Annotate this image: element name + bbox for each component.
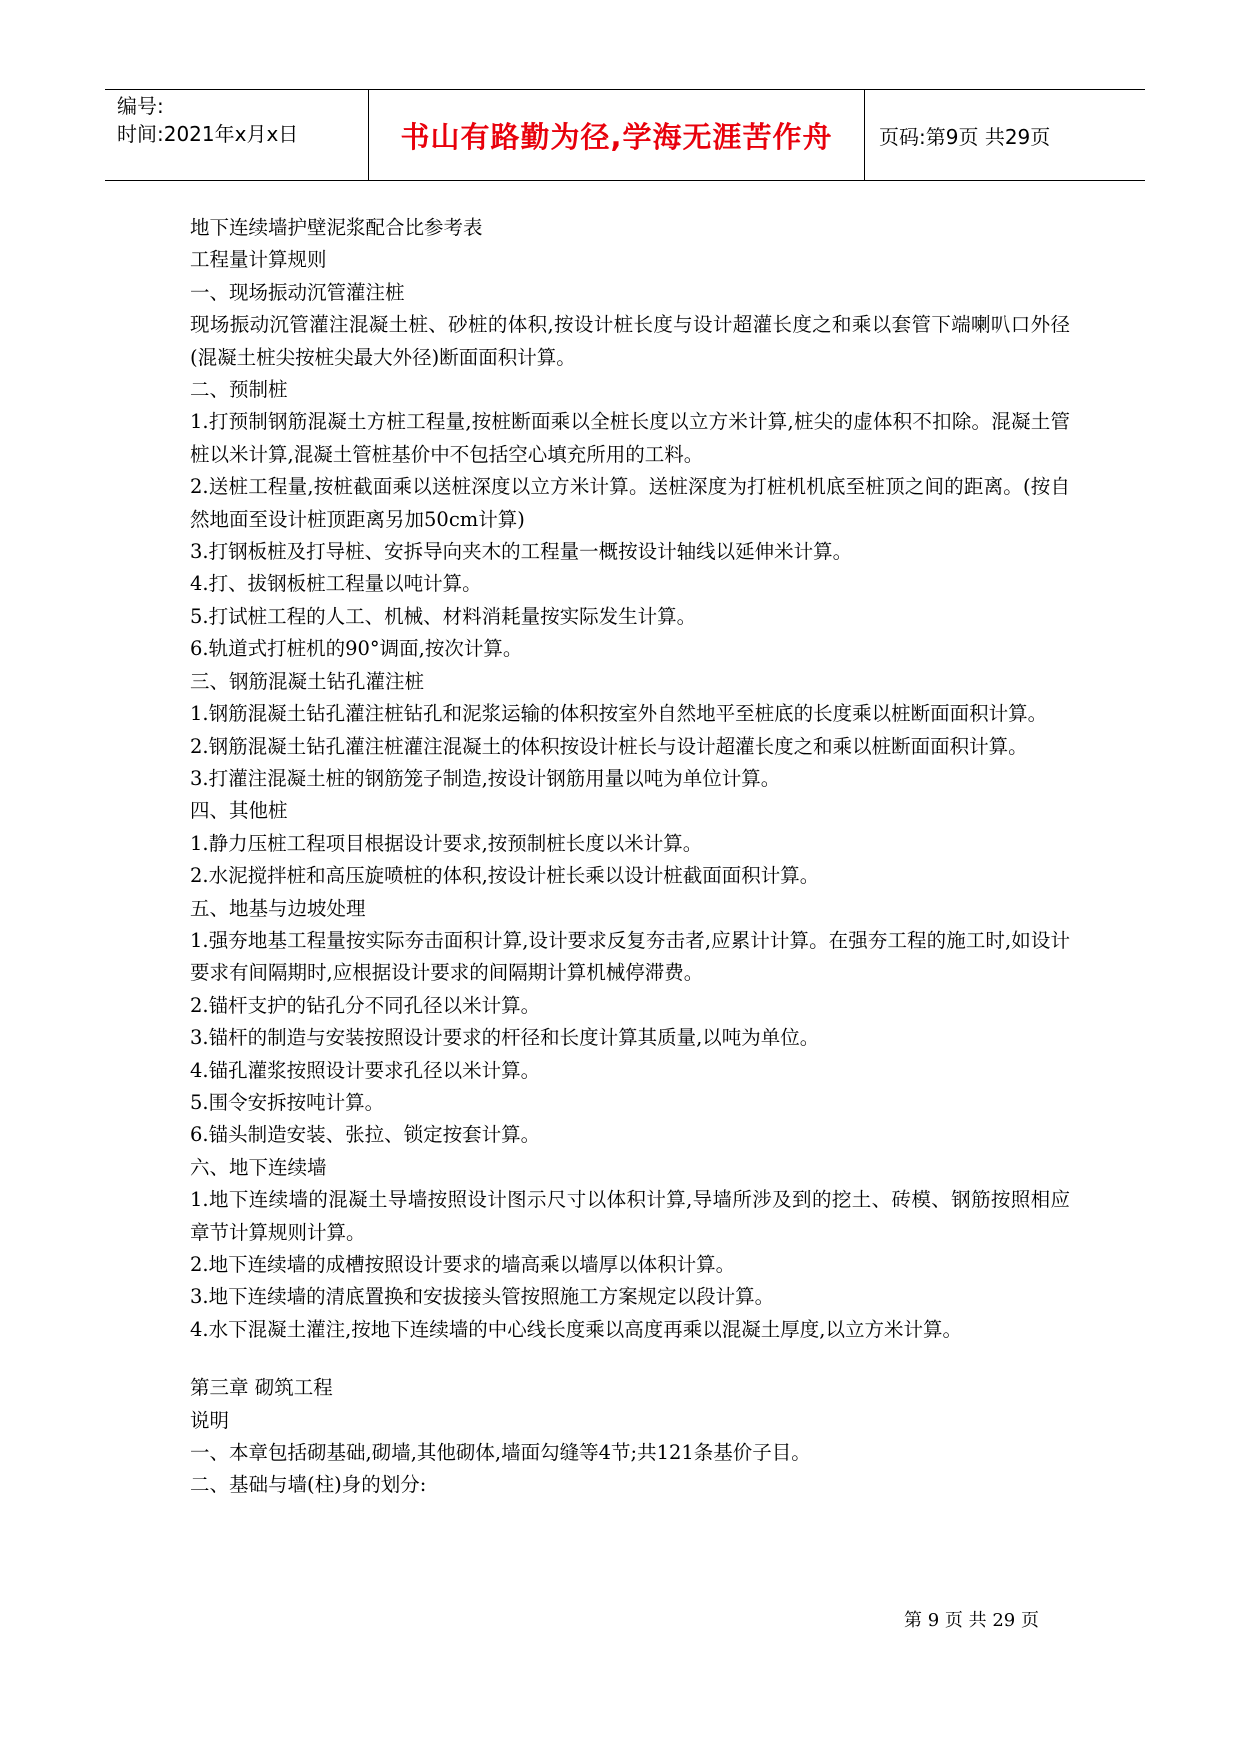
body-paragraph: 2.地下连续墙的成槽按照设计要求的墙高乘以墙厚以体积计算。 [190, 1253, 736, 1276]
body-paragraph: 5.打试桩工程的人工、机械、材料消耗量按实际发生计算。 [190, 604, 697, 628]
body-line: 工程量计算规则 [190, 248, 327, 272]
header-page-number: 页码:第9页 共29页 [879, 124, 1051, 149]
body-paragraph: 1.打预制钢筋混凝土方桩工程量,按桩断面乘以全桩长度以立方米计算,桩尖的虚体积不扣除。混凝土管桩以米计算,混凝土管桩基价中不包括空心填充所用的工料。 [190, 410, 1070, 466]
body-paragraph: 4.打、拔钢板桩工程量以吨计算。 [190, 572, 482, 596]
body-paragraph: 4.锚孔灌浆按照设计要求孔径以米计算。 [190, 1058, 541, 1082]
body-paragraph: 二、基础与墙(柱)身的划分: [190, 1473, 427, 1497]
page-header [105, 89, 1145, 181]
body-paragraph: 1.地下连续墙的混凝土导墙按照设计图示尺寸以体积计算,导墙所涉及到的挖土、砖模、钢筋按照相应章节计算规则计算。 [190, 1188, 1070, 1244]
body-paragraph: 3.锚杆的制造与安装按照设计要求的杆径和长度计算其质量,以吨为单位。 [190, 1026, 820, 1050]
document-number-label: 编号: [117, 94, 164, 118]
body-paragraph: 2.水泥搅拌桩和高压旋喷桩的体积,按设计桩长乘以设计桩截面面积计算。 [190, 864, 820, 888]
body-paragraph: 2.钢筋混凝土钻孔灌注桩灌注混凝土的体积按设计桩长与设计超灌长度之和乘以桩断面面积计算。 [190, 734, 1028, 758]
section-heading: 四、其他桩 [190, 799, 288, 823]
body-paragraph: 3.打灌注混凝土桩的钢筋笼子制造,按设计钢筋用量以吨为单位计算。 [190, 766, 781, 790]
body-paragraph: 6.锚头制造安装、张拉、锁定按套计算。 [190, 1123, 541, 1147]
body-paragraph: 2.锚杆支护的钻孔分不同孔径以米计算。 [190, 993, 541, 1017]
body-paragraph: 1.静力压桩工程项目根据设计要求,按预制桩长度以米计算。 [190, 831, 703, 855]
section-heading: 五、地基与边坡处理 [190, 896, 366, 920]
body-paragraph: 3.地下连续墙的清底置换和安拔接头管按照施工方案规定以段计算。 [190, 1285, 775, 1309]
section-heading: 六、地下连续墙 [190, 1155, 327, 1179]
body-paragraph: 1.钢筋混凝土钻孔灌注桩钻孔和泥浆运输的体积按室外自然地平至桩底的长度乘以桩断面面积计算。 [190, 702, 1048, 726]
header-info-cell [105, 90, 369, 180]
header-motto-cell [369, 90, 865, 180]
section-heading: 一、现场振动沉管灌注桩 [190, 280, 405, 304]
body-paragraph: 1.强夯地基工程量按实际夯击面积计算,设计要求反复夯击者,应累计计算。在强夯工程的施工时,如设计要求有间隔期时,应根据设计要求的间隔期计算机械停滞费。 [190, 928, 1070, 985]
header-page-cell [865, 90, 1145, 180]
paragraph-spacer [190, 1346, 1070, 1372]
document-time-label: 时间:2021年x月x日 [117, 122, 299, 146]
body-paragraph: 现场振动沉管灌注混凝土桩、砂桩的体积,按设计桩长度与设计超灌长度之和乘以套管下端喇叭口外径(混凝土桩尖按桩尖最大外径)断面面积计算。 [190, 313, 1070, 369]
page-footer: 第 9 页 共 29 页 [904, 1610, 1039, 1631]
section-heading: 三、钢筋混凝土钻孔灌注桩 [190, 669, 425, 693]
body-paragraph: 5.围令安拆按吨计算。 [190, 1090, 385, 1114]
body-paragraph: 一、本章包括砌基础,砌墙,其他砌体,墙面勾缝等4节;共121条基价子目。 [190, 1441, 811, 1465]
header-motto: 书山有路勤为径,学海无涯苦作舟 [400, 119, 833, 154]
body-paragraph: 2.送桩工程量,按桩截面乘以送桩深度以立方米计算。送桩深度为打桩机机底至桩顶之间的距离。(按自然地面至设计桩顶距离另加50cm计算) [190, 475, 1070, 531]
chapter-heading: 第三章 砌筑工程 [190, 1376, 333, 1400]
body-line: 地下连续墙护壁泥浆配合比参考表 [190, 216, 483, 239]
section-heading: 说明 [190, 1408, 230, 1432]
body-paragraph: 3.打钢板桩及打导桩、安拆导向夹木的工程量一概按设计轴线以延伸米计算。 [190, 540, 853, 564]
document-body [190, 212, 1070, 1502]
section-heading: 二、预制桩 [190, 378, 288, 402]
body-paragraph: 4.水下混凝土灌注,按地下连续墙的中心线长度乘以高度再乘以混凝土厚度,以立方米计算。 [190, 1317, 963, 1341]
body-paragraph: 6.轨道式打桩机的90°调面,按次计算。 [190, 637, 523, 661]
